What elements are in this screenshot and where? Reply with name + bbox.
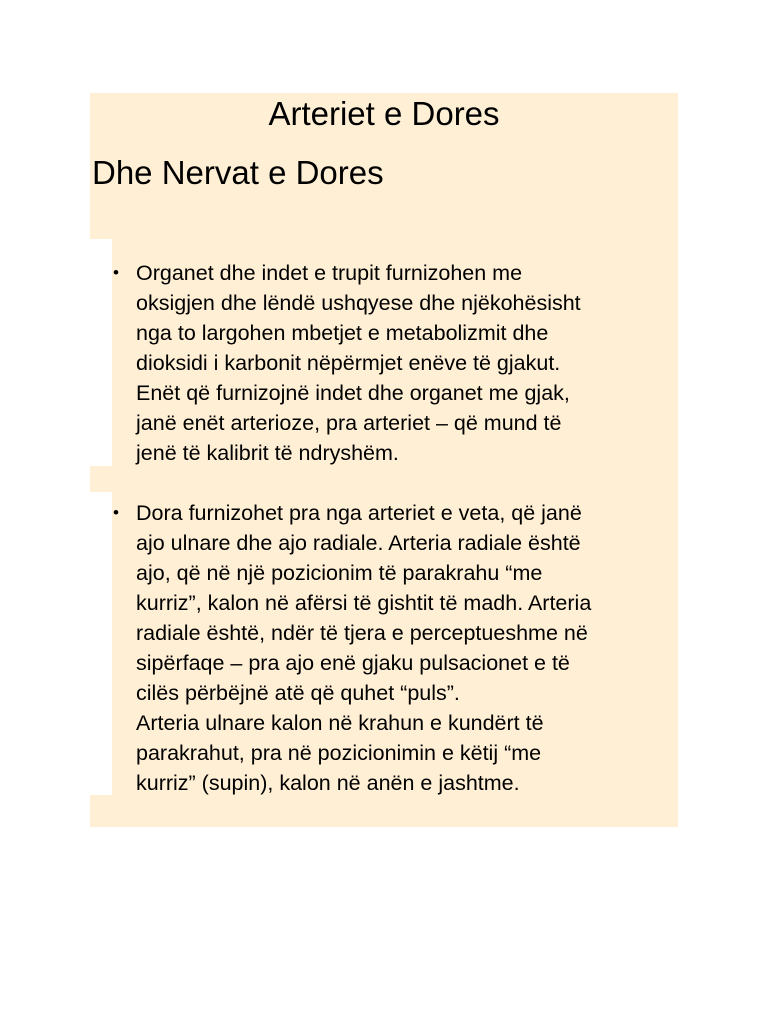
slide-subtitle: Dhe Nervat e Dores bbox=[92, 154, 384, 191]
bullet-marker: • bbox=[113, 503, 119, 522]
text-line: oksigjen dhe lëndë ushqyese dhe njëkohësisht bbox=[136, 291, 581, 315]
text-line: janë enët arterioze, pra arteriet – që mund të bbox=[136, 411, 562, 435]
text-line: kurriz”, kalon në afërsi të gishtit të madh. Arteria bbox=[136, 591, 592, 615]
bullet-paragraph bbox=[136, 258, 676, 468]
text-line: sipërfaqe – pra ajo enë gjaku pulsacionet e të bbox=[136, 651, 570, 675]
text-line: nga to largohen mbetjet e metabolizmit dhe bbox=[136, 321, 549, 345]
text-line: Arteria ulnare kalon në krahun e kundërt të bbox=[136, 711, 544, 735]
text-line: ajo, që në një pozicionim të parakrahu “me bbox=[136, 561, 543, 585]
text-line: Enët që furnizojnë indet dhe organet me gjak, bbox=[136, 381, 570, 405]
text-line: parakrahut, pra në pozicionimin e këtij “me bbox=[136, 741, 542, 765]
text-line: Dora furnizohet pra nga arteriet e veta, që janë bbox=[136, 501, 582, 525]
text-line: kurriz” (supin), kalon në anën e jashtme. bbox=[136, 771, 520, 795]
slide-title: Arteriet e Dores bbox=[268, 95, 500, 132]
text-line: Organet dhe indet e trupit furnizohen me bbox=[136, 261, 523, 285]
text-line: cilës përbëjnë atë që quhet “puls”. bbox=[136, 681, 460, 705]
bullet-paragraph bbox=[136, 498, 676, 798]
margin-strip bbox=[90, 492, 112, 795]
text-line: dioksidi i karbonit nëpërmjet enëve të gjakut. bbox=[136, 351, 561, 375]
text-line: ajo ulnare dhe ajo radiale. Arteria radiale është bbox=[136, 531, 581, 555]
text-line: jenë të kalibrit të ndryshëm. bbox=[136, 441, 399, 465]
margin-strip bbox=[90, 239, 112, 466]
text-line: radiale është, ndër të tjera e perceptueshme në bbox=[136, 621, 588, 645]
bullet-marker: • bbox=[113, 263, 119, 282]
